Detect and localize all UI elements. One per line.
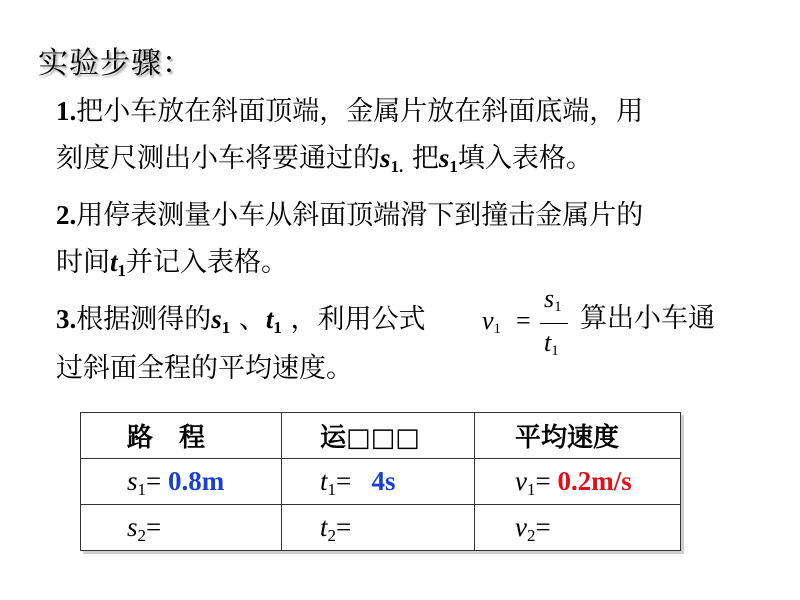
equals-sign: =: [535, 512, 551, 542]
step-3-line-2: 过斜面全程的平均速度。: [56, 353, 353, 384]
header-average-speed: 平均速度: [475, 413, 681, 459]
step-1-text-2b: 把: [403, 143, 439, 174]
formula-equals: =: [516, 306, 531, 335]
var-t: t: [110, 247, 118, 277]
step-1-text-2a: 刻度尺测出小车将要通过的: [56, 143, 380, 174]
var-sub: 2: [327, 526, 337, 545]
cell-t1: [282, 459, 475, 505]
cell-v1: [475, 459, 681, 505]
step-1-number: 1.: [56, 96, 77, 126]
var-sub: 1: [526, 480, 536, 499]
table-header-row: [81, 413, 681, 459]
value-speed: 0.2m/s: [550, 466, 632, 496]
cell-var: [515, 512, 536, 545]
step-1-text-2c: 填入表格。: [457, 143, 593, 174]
step-1-line-1: [56, 88, 643, 135]
step-2: [56, 192, 643, 289]
step-2-text-2a: 时间: [56, 247, 110, 278]
cell-var: [320, 466, 337, 499]
step-3-text-c: 算出小车通: [580, 303, 715, 334]
section-heading: 实验步骤：: [38, 46, 193, 81]
var-letter: t: [320, 512, 328, 542]
var-letter: v: [515, 466, 527, 496]
var-letter: v: [515, 512, 527, 542]
equals-sign: =: [146, 466, 162, 496]
step-2-number: 2.: [56, 200, 77, 230]
sub-1: 1.: [390, 157, 404, 176]
var-s: s: [211, 304, 222, 334]
sub-1: 1: [273, 318, 282, 337]
equals-sign: =: [336, 466, 352, 496]
cell-v2: [475, 505, 681, 551]
var-s: s: [438, 143, 450, 173]
sub-1: 1: [221, 318, 231, 337]
results-table: [80, 412, 681, 551]
formula-lhs: [482, 306, 501, 336]
table-row: [81, 505, 681, 551]
var-letter: s: [127, 512, 138, 542]
step-1-line-2: [56, 135, 643, 185]
equals-sign: =: [146, 512, 162, 542]
formula-num-sub: 1: [554, 299, 562, 315]
formula-lhs-var: v: [482, 306, 494, 335]
step-1-text-1: 把小车放在斜面顶端，金属片放在斜面底端，用: [76, 96, 644, 127]
step-2-text-2b: 并记入表格。: [126, 247, 289, 278]
header-time: 运□□□: [282, 413, 475, 459]
step-1: [56, 88, 643, 185]
formula-denominator: [544, 328, 559, 358]
var-t: t: [265, 304, 274, 334]
value-distance: 0.8m: [161, 466, 225, 496]
fraction-bar: [540, 323, 568, 324]
cell-var: [320, 512, 337, 545]
sub-1: 1: [117, 261, 127, 280]
var-sub: 1: [327, 480, 337, 499]
var-sub: 1: [137, 480, 147, 499]
step-3: [56, 296, 425, 392]
var-letter: s: [127, 466, 138, 496]
step-2-text-1: 用停表测量小车从斜面顶端滑下到撞击金属片的: [76, 200, 644, 231]
step-2-line-1: [56, 192, 643, 239]
cell-s2: [81, 505, 282, 551]
formula-den-sub: 1: [551, 343, 559, 359]
cell-var: [127, 466, 147, 499]
var-sub: 2: [526, 526, 536, 545]
step-3-text-a: 根据测得的: [76, 304, 212, 335]
cell-var: [515, 466, 536, 499]
cell-var: [127, 512, 147, 545]
var-s: s: [380, 143, 391, 173]
equals-sign: =: [535, 466, 551, 496]
step-2-line-2: [56, 239, 643, 289]
var-sub: 2: [137, 526, 147, 545]
formula-lhs-sub: 1: [493, 321, 502, 337]
table-row: [81, 459, 681, 505]
formula-den-var: t: [544, 328, 552, 357]
velocity-formula: [482, 284, 572, 360]
step-3-text-b: ，利用公式: [281, 304, 426, 335]
separator: 、: [230, 304, 266, 335]
var-letter: t: [320, 466, 328, 496]
formula-numerator: [544, 284, 562, 314]
value-time: 4s: [351, 466, 396, 496]
step-3-number: 3.: [56, 304, 77, 334]
formula-num-var: s: [544, 284, 555, 313]
cell-t2: [282, 505, 475, 551]
equals-sign: =: [336, 512, 352, 542]
sub-1: 1: [449, 157, 458, 176]
step-3-line-1: [56, 296, 425, 346]
cell-s1: [81, 459, 282, 505]
header-distance: 路 程: [81, 413, 282, 459]
